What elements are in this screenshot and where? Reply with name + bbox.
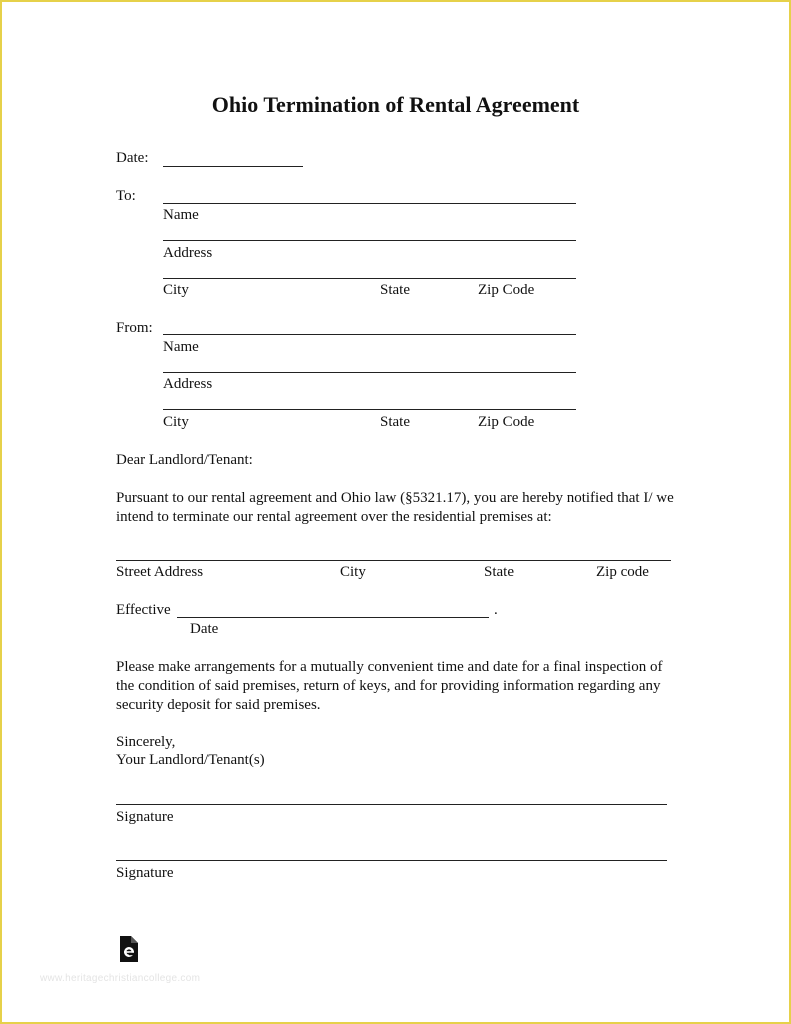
to-address-caption: Address [163,245,213,261]
from-zip-caption: Zip Code [478,414,535,430]
watermark-text: www.heritagechristiancollege.com [40,973,201,984]
date-label: Date: [116,150,149,166]
premises-street-caption: Street Address [116,564,204,580]
salutation: Dear Landlord/Tenant: [116,452,253,468]
from-address-caption: Address [163,376,213,392]
inspection-paragraph: Please make arrangements for a mutually convenient time and date for a final inspection of the condition of said premises, return of keys, and for providing information regarding any security deposit for said premises. [116,659,663,713]
signature-2-caption: Signature [116,865,174,881]
closing-signoff: Your Landlord/Tenant(s) [116,752,265,768]
closing-sincerely: Sincerely, [116,734,176,750]
to-name-field[interactable] [163,203,576,204]
effective-date-field[interactable] [177,617,489,618]
from-state-caption: State [380,414,410,430]
eforms-logo-icon [120,936,138,962]
to-state-caption: State [380,282,410,298]
effective-date-caption: Date [190,621,219,637]
from-label: From: [116,320,153,336]
notice-paragraph: Pursuant to our rental agreement and Ohio law (§5321.17), you are hereby notified that I/ we intend to terminate our rental agreement over the residential premises at: [116,490,674,525]
from-name-caption: Name [163,339,199,355]
to-label: To: [116,188,136,204]
premises-address-field[interactable] [116,560,671,561]
from-city-state-zip-field[interactable] [163,409,576,410]
premises-zip-caption: Zip code [596,564,649,580]
to-address-field[interactable] [163,240,576,241]
to-city-caption: City [163,282,189,298]
date-field[interactable] [163,166,303,167]
signature-1-field[interactable] [116,804,667,805]
to-name-caption: Name [163,207,199,223]
premises-state-caption: State [484,564,514,580]
from-name-field[interactable] [163,334,576,335]
to-city-state-zip-field[interactable] [163,278,576,279]
signature-2-field[interactable] [116,860,667,861]
to-zip-caption: Zip Code [478,282,535,298]
premises-city-caption: City [340,564,366,580]
document-title: Ohio Termination of Rental Agreement [211,92,580,117]
from-city-caption: City [163,414,189,430]
effective-label: Effective [116,602,171,618]
from-address-field[interactable] [163,372,576,373]
effective-period: . [494,602,498,618]
signature-1-caption: Signature [116,809,174,825]
